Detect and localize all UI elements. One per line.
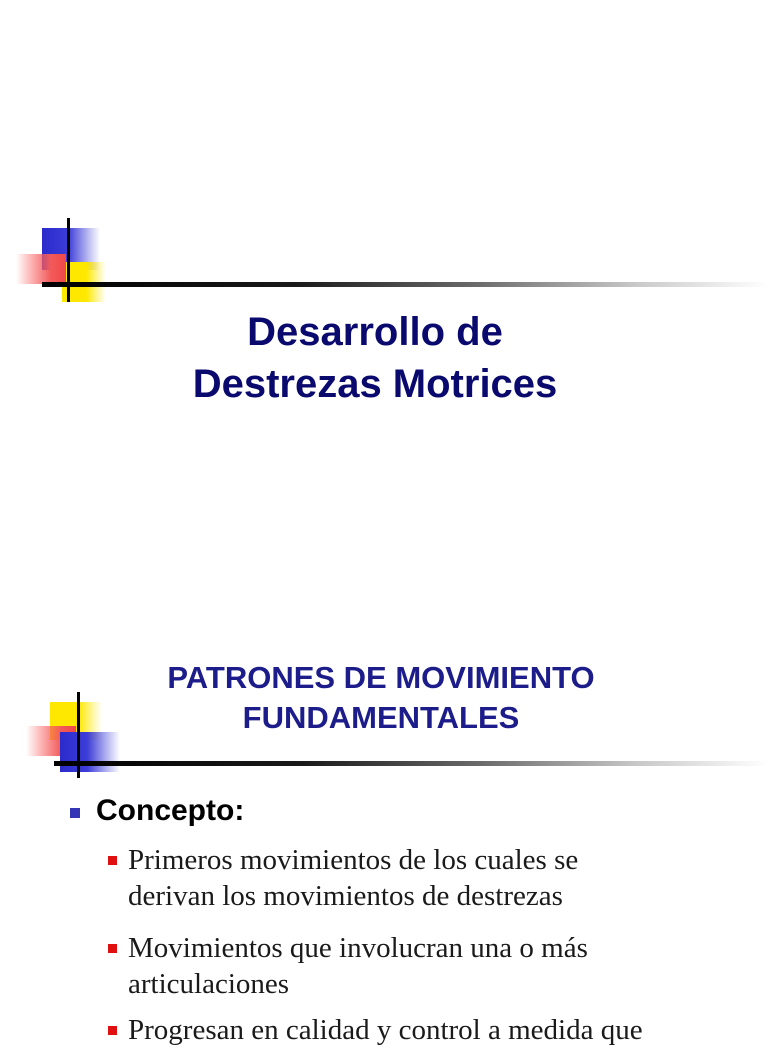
sub-bullet-item (108, 930, 748, 1002)
logo-blue-square (60, 732, 120, 772)
sub-bullet-item (108, 842, 748, 914)
slide-1 (0, 0, 768, 512)
sub-bullet-line: derivan los movimientos de destrezas (128, 880, 563, 912)
slide-title (0, 658, 762, 738)
sub-bullet-line: Progresan en calidad y control a medida que (128, 1014, 643, 1046)
logo-vertical-line (67, 218, 70, 302)
bullet-label: Concepto: (96, 794, 245, 827)
sub-bullet-line: Movimientos que involucran una o más (128, 932, 588, 964)
slide-title-line-2: FUNDAMENTALES (242, 700, 520, 735)
logo-red-square (16, 254, 66, 284)
square-bullet-icon (108, 856, 117, 865)
square-bullet-icon (70, 808, 80, 818)
slide-title-line-2: Destrezas Motrices (192, 362, 558, 406)
square-bullet-icon (108, 1026, 117, 1035)
slide-title (0, 306, 750, 410)
sub-bullet-line: articulaciones (128, 968, 290, 1000)
slide-title-line-1: PATRONES DE MOVIMIENTO (167, 660, 595, 695)
corner-logo-icon (0, 218, 96, 308)
slide-2 (0, 512, 768, 1046)
title-rule (42, 282, 768, 287)
title-rule (54, 761, 768, 766)
slide-title-line-1: Desarrollo de (247, 310, 503, 354)
bullet-concepto (70, 794, 244, 828)
sub-bullet-item (108, 1012, 748, 1048)
sub-bullet-line: Primeros movimientos de los cuales se (128, 844, 579, 876)
square-bullet-icon (108, 944, 117, 953)
